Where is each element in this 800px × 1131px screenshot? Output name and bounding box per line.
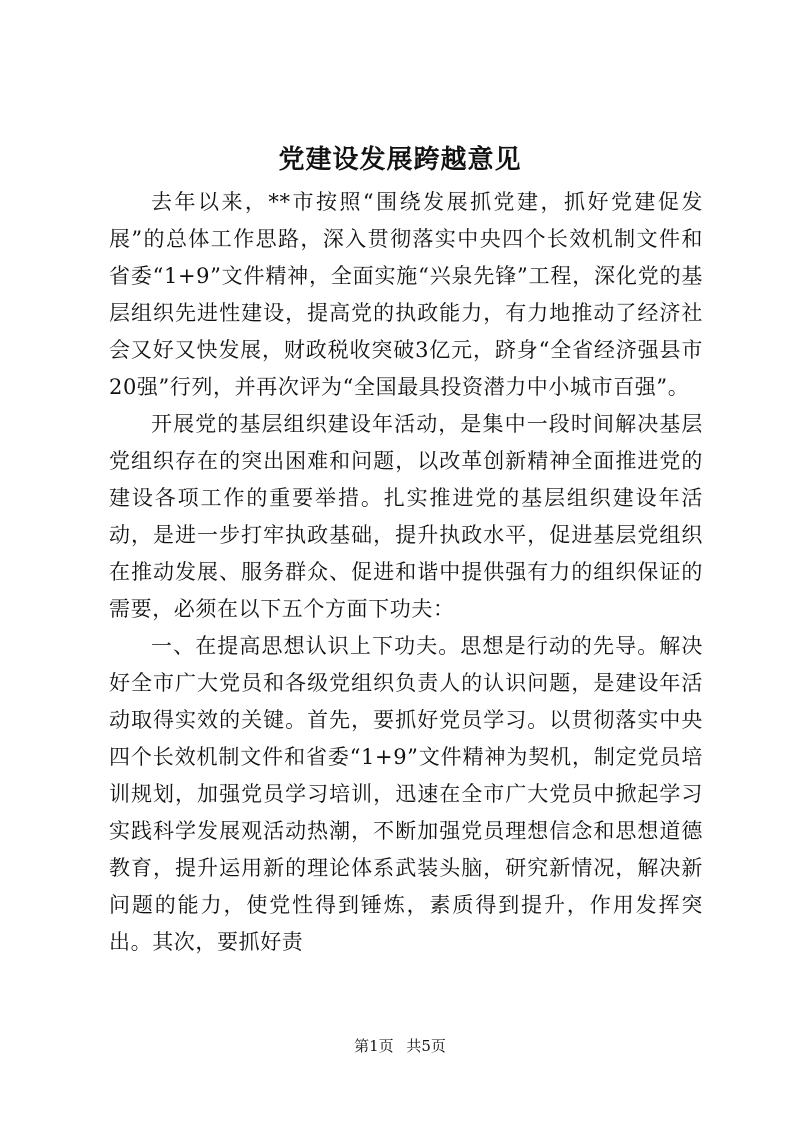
paragraph-2: 开展党的基层组织建设年活动，是集中一段时间解决基层党组织存在的突出困难和问题，以改革创新精神全面推进党的建设各项工作的重要举措。扎实推进党的基层组织建设年活动，是进一步打牢执政基础，提升执政水平，促进基层党组织在推动发展、服务群众、促进和谐中提供强有力的组织保证的需要，必须在以下五个方面下功夫： — [109, 412, 703, 621]
page-total: 共5页 — [406, 1037, 446, 1055]
page-number: 第1页 — [354, 1037, 394, 1055]
document-title: 党建设发展跨越意见 — [278, 145, 522, 175]
paragraph-3: 一、在提高思想认识上下功夫。思想是行动的先导。解决好全市广大党员和各级党组织负责人的认识问题，是建设年活动取得实效的关键。首先，要抓好党员学习。以贯彻落实中央四个长效机制文件和省委“1+9”文件精神为契机，制定党员培训规划，加强党员学习培训，迅速在全市广大党员中掀起学习实践科学发展观活动热潮，不断加强党员理想信念和思想道德教育，提升运用新的理论体系武装头脑，研究新情况，解决新问题的能力，使党性得到锤炼，素质得到提升，作用发挥突出。其次，要抓好责 — [109, 634, 703, 954]
document-body — [109, 184, 703, 961]
page-footer — [0, 1036, 800, 1056]
paragraph-1: 去年以来，**市按照“围绕发展抓党建，抓好党建促发展”的总体工作思路，深入贯彻落实中央四个长效机制文件和省委“1+9”文件精神，全面实施“兴泉先锋”工程，深化党的基层组织先进性建设，提高党的执政能力，有力地推动了经济社会又好又快发展，财政税收突破3亿元，跻身“全省经济强县市20强”行列，并再次评为“全国最具投资潜力中小城市百强”。 — [109, 190, 703, 399]
